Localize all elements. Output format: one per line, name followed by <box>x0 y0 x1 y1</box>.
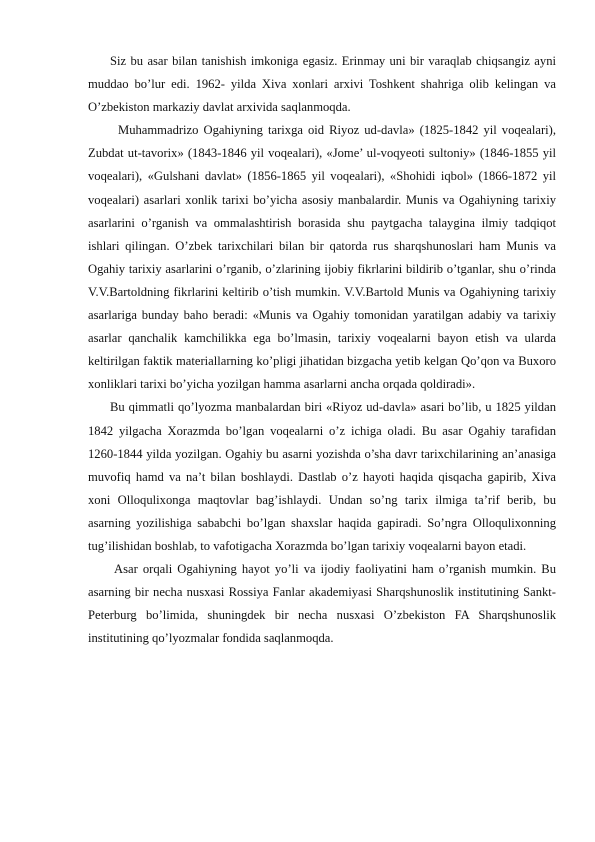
body-text <box>88 50 556 650</box>
paragraph-ogahiy-works: Muhammadrizo Ogahiyning tarixga oid Riyoz ud-davla» (1825-1842 yil voqealari), Zubdat ut-tavorix» (1843-1846 yil voqealari), «Jome’ ul-voqyeoti sultoniy» (1846-1855 yil voqealari), «Gulshani davlat» (1856-1865 yil voqealari), «Shohidi iqbol» (1866-1872 yil voqealari) asarlari xonlik tarixi bo’yicha asosiy manbalardir. Munis va Ogahiyning tarixiy asarlarini o’rganish va ommalashtirish borasida shu paytgacha talaygina ilmiy tadqiqot ishlari qilingan. O’zbek tarixchilari bilan bir qatorda rus sharqshunoslari ham Munis va Ogahiy tarixiy asarlarini o’rganib, o’zlarining ijobiy fikrlarini bildirib o’tganlar, shu o’rinda V.V.Bartoldning fikrlarini keltirib o’tish mumkin. V.V.Bartold Munis va Ogahiyning tarixiy asarlariga bunday baho beradi: «Munis va Ogahiy tomonidan yaratilgan adabiy va tarixiy asarlar qanchalik kamchilikka ega bo’lmasin, tarixiy voqealarni bayon etish va ularda keltirilgan faktik materiallarning ko’pligi jihatidan bizgacha yetib kelgan Qo’qon va Buxoro xonliklari tarixi bo’yicha yozilgan hamma asarlarni ancha orqada qoldiradi». <box>88 123 556 392</box>
paragraph-riyoz-ud-davla: Bu qimmatli qo’lyozma manbalardan biri «Riyoz ud-davla» asari bo’lib, u 1825 yildan 1842 yilgacha Xorazmda bo’lgan voqealarni o’z ichiga oladi. Bu asar Ogahiy tarafidan 1260-1844 yilda yozilgan. Ogahiy bu asarni yozishda o’sha davr tarixchilarining an’anasiga muvofiq hamd va na’t bilan boshlaydi. Dastlab o’z hayoti haqida qisqacha gapirib, Xiva xoni Olloqulixonga maqtovlar bag’ishlaydi. Undan so’ng tarix ilmiga ta’rif berib, bu asarning yozilishiga sababchi bo’lgan shaxslar haqida gapiradi. So’ngra Olloqulixonning tug’ilishidan boshlab, to vafotigacha Xorazmda bo’lgan tarixiy voqealarni bayon etadi. <box>88 400 556 553</box>
paragraph-manuscripts: Asar orqali Ogahiyning hayot yo’li va ijodiy faoliyatini ham o’rganish mumkin. Bu asarning bir necha nusxasi Rossiya Fanlar akademiyasi Sharqshunoslik institutining Sankt-Peterburg bo’limida, shuningdek bir necha nusxasi O’zbekiston FA Sharqshunoslik institutining qo’lyozmalar fondida saqlanmoqda. <box>88 562 556 646</box>
paragraph-intro: Siz bu asar bilan tanishish imkoniga egasiz. Erinmay uni bir varaqlab chiqsangiz ayni muddao bo’lur edi. 1962- yilda Xiva xonlari arxivi Toshkent shahriga olib kelingan va O’zbekiston markaziy davlat arxivida saqlanmoqda. <box>88 54 556 115</box>
